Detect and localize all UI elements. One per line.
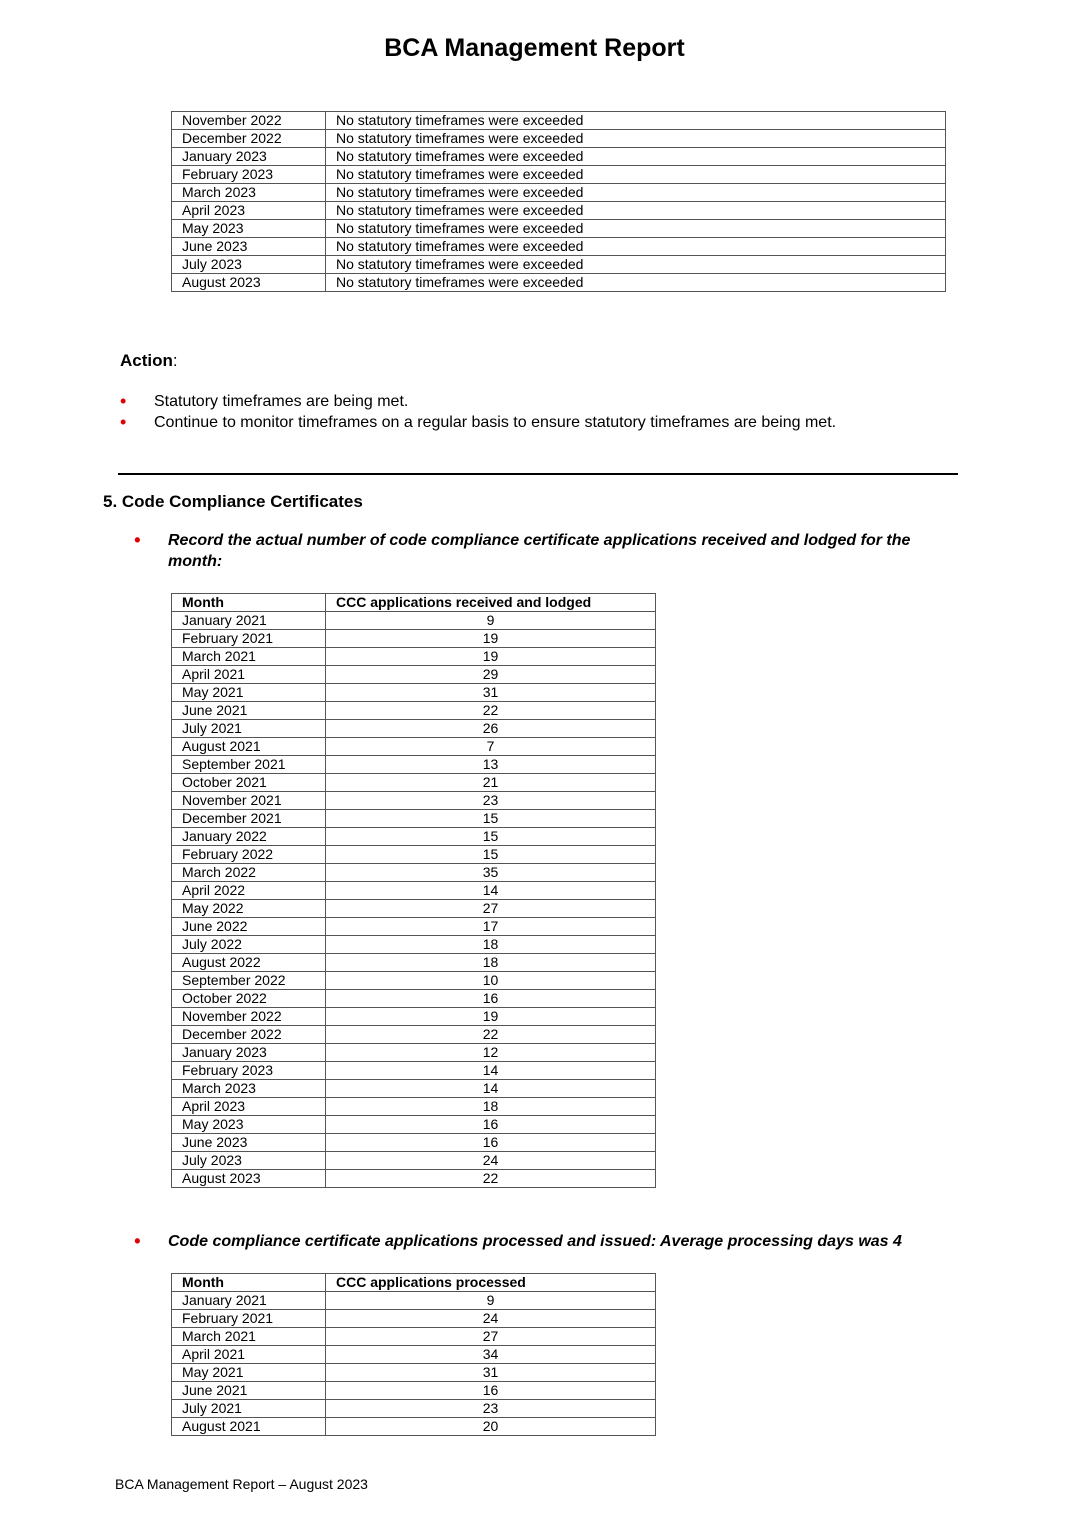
action-heading bbox=[120, 351, 178, 371]
table-row bbox=[172, 990, 656, 1008]
ccc-received-instruction: • Record the actual number of code compliance certificate applications received and lodged for the month: bbox=[134, 530, 954, 572]
table-row bbox=[172, 810, 656, 828]
table-row bbox=[172, 720, 656, 738]
month-cell: June 2021 bbox=[172, 1382, 326, 1400]
timeframes-table bbox=[171, 111, 946, 292]
month-cell: February 2023 bbox=[172, 166, 326, 184]
status-cell: No statutory timeframes were exceeded bbox=[326, 184, 946, 202]
month-cell: February 2021 bbox=[172, 1310, 326, 1328]
month-cell: June 2023 bbox=[172, 1134, 326, 1152]
table-row bbox=[172, 1134, 656, 1152]
table-row bbox=[172, 936, 656, 954]
count-cell: 16 bbox=[326, 1134, 656, 1152]
table-row bbox=[172, 1310, 656, 1328]
column-header-month: Month bbox=[172, 594, 326, 612]
table-row bbox=[172, 1400, 656, 1418]
month-cell: March 2022 bbox=[172, 864, 326, 882]
month-cell: May 2021 bbox=[172, 1364, 326, 1382]
table-row bbox=[172, 1044, 656, 1062]
month-cell: August 2022 bbox=[172, 954, 326, 972]
month-cell: July 2022 bbox=[172, 936, 326, 954]
count-cell: 27 bbox=[326, 1328, 656, 1346]
table-row bbox=[172, 1008, 656, 1026]
table-row bbox=[172, 166, 946, 184]
table-row bbox=[172, 130, 946, 148]
count-cell: 23 bbox=[326, 792, 656, 810]
ccc-processed-instruction: • Code compliance certificate applications processed and issued: Average processing days was 4 bbox=[134, 1231, 974, 1252]
month-cell: November 2022 bbox=[172, 112, 326, 130]
count-cell: 15 bbox=[326, 828, 656, 846]
count-cell: 16 bbox=[326, 990, 656, 1008]
count-cell: 31 bbox=[326, 1364, 656, 1382]
page-footer: BCA Management Report – August 2023 bbox=[115, 1476, 368, 1492]
count-cell: 15 bbox=[326, 810, 656, 828]
table-row bbox=[172, 918, 656, 936]
count-cell: 35 bbox=[326, 864, 656, 882]
count-cell: 20 bbox=[326, 1418, 656, 1436]
table-row bbox=[172, 864, 656, 882]
month-cell: January 2021 bbox=[172, 1292, 326, 1310]
table-row bbox=[172, 828, 656, 846]
count-cell: 26 bbox=[326, 720, 656, 738]
month-cell: March 2023 bbox=[172, 184, 326, 202]
table-row bbox=[172, 756, 656, 774]
table-row bbox=[172, 774, 656, 792]
ccc-processed-bullet bbox=[134, 1231, 974, 1252]
count-cell: 23 bbox=[326, 1400, 656, 1418]
column-header-ccc-received: CCC applications received and lodged bbox=[326, 594, 656, 612]
table-row bbox=[172, 1152, 656, 1170]
count-cell: 14 bbox=[326, 1080, 656, 1098]
month-cell: December 2022 bbox=[172, 130, 326, 148]
month-cell: December 2021 bbox=[172, 810, 326, 828]
month-cell: August 2021 bbox=[172, 738, 326, 756]
table-row bbox=[172, 1026, 656, 1044]
page-title: BCA Management Report bbox=[384, 34, 685, 62]
table-row bbox=[172, 792, 656, 810]
table-row bbox=[172, 202, 946, 220]
count-cell: 24 bbox=[326, 1152, 656, 1170]
section-heading: 5. Code Compliance Certificates bbox=[103, 492, 363, 511]
month-cell: August 2023 bbox=[172, 274, 326, 292]
status-cell: No statutory timeframes were exceeded bbox=[326, 130, 946, 148]
month-cell: April 2021 bbox=[172, 1346, 326, 1364]
table-row bbox=[172, 220, 946, 238]
month-cell: January 2021 bbox=[172, 612, 326, 630]
table-row bbox=[172, 648, 656, 666]
count-cell: 21 bbox=[326, 774, 656, 792]
table-row bbox=[172, 112, 946, 130]
table-row bbox=[172, 1292, 656, 1310]
count-cell: 9 bbox=[326, 1292, 656, 1310]
action-label: Action bbox=[120, 351, 173, 370]
count-cell: 9 bbox=[326, 612, 656, 630]
month-cell: November 2022 bbox=[172, 1008, 326, 1026]
count-cell: 16 bbox=[326, 1116, 656, 1134]
count-cell: 10 bbox=[326, 972, 656, 990]
month-cell: January 2023 bbox=[172, 148, 326, 166]
month-cell: August 2023 bbox=[172, 1170, 326, 1188]
action-bullet: • Continue to monitor timeframes on a regular basis to ensure statutory timeframes are being met. bbox=[120, 412, 836, 433]
count-cell: 18 bbox=[326, 936, 656, 954]
table-row bbox=[172, 1328, 656, 1346]
column-header-ccc-processed: CCC applications processed bbox=[326, 1274, 656, 1292]
table-header-row bbox=[172, 594, 656, 612]
table-row bbox=[172, 630, 656, 648]
table-row bbox=[172, 1062, 656, 1080]
table-row bbox=[172, 612, 656, 630]
ccc-processed-table bbox=[171, 1273, 656, 1436]
status-cell: No statutory timeframes were exceeded bbox=[326, 148, 946, 166]
month-cell: April 2022 bbox=[172, 882, 326, 900]
month-cell: May 2023 bbox=[172, 1116, 326, 1134]
table-row bbox=[172, 1080, 656, 1098]
count-cell: 22 bbox=[326, 702, 656, 720]
count-cell: 34 bbox=[326, 1346, 656, 1364]
month-cell: December 2022 bbox=[172, 1026, 326, 1044]
month-cell: February 2021 bbox=[172, 630, 326, 648]
status-cell: No statutory timeframes were exceeded bbox=[326, 112, 946, 130]
table-row bbox=[172, 1170, 656, 1188]
count-cell: 29 bbox=[326, 666, 656, 684]
month-cell: April 2021 bbox=[172, 666, 326, 684]
month-cell: May 2021 bbox=[172, 684, 326, 702]
month-cell: May 2022 bbox=[172, 900, 326, 918]
count-cell: 27 bbox=[326, 900, 656, 918]
status-cell: No statutory timeframes were exceeded bbox=[326, 202, 946, 220]
table-header-row bbox=[172, 1274, 656, 1292]
month-cell: September 2022 bbox=[172, 972, 326, 990]
count-cell: 12 bbox=[326, 1044, 656, 1062]
month-cell: June 2022 bbox=[172, 918, 326, 936]
table-row bbox=[172, 1116, 656, 1134]
table-row bbox=[172, 1098, 656, 1116]
month-cell: March 2023 bbox=[172, 1080, 326, 1098]
table-row bbox=[172, 1346, 656, 1364]
table-row bbox=[172, 954, 656, 972]
table-row bbox=[172, 846, 656, 864]
count-cell: 18 bbox=[326, 1098, 656, 1116]
month-cell: January 2023 bbox=[172, 1044, 326, 1062]
action-bullet-list bbox=[120, 391, 836, 433]
count-cell: 19 bbox=[326, 648, 656, 666]
month-cell: August 2021 bbox=[172, 1418, 326, 1436]
month-cell: March 2021 bbox=[172, 648, 326, 666]
count-cell: 18 bbox=[326, 954, 656, 972]
month-cell: July 2023 bbox=[172, 1152, 326, 1170]
action-colon: : bbox=[172, 351, 178, 370]
table-row bbox=[172, 184, 946, 202]
month-cell: April 2023 bbox=[172, 202, 326, 220]
status-cell: No statutory timeframes were exceeded bbox=[326, 256, 946, 274]
count-cell: 22 bbox=[326, 1026, 656, 1044]
table-row bbox=[172, 148, 946, 166]
table-row bbox=[172, 274, 946, 292]
table-row bbox=[172, 882, 656, 900]
status-cell: No statutory timeframes were exceeded bbox=[326, 220, 946, 238]
status-cell: No statutory timeframes were exceeded bbox=[326, 166, 946, 184]
count-cell: 16 bbox=[326, 1382, 656, 1400]
table-row bbox=[172, 738, 656, 756]
month-cell: June 2021 bbox=[172, 702, 326, 720]
count-cell: 14 bbox=[326, 1062, 656, 1080]
month-cell: October 2021 bbox=[172, 774, 326, 792]
table-row bbox=[172, 702, 656, 720]
month-cell: June 2023 bbox=[172, 238, 326, 256]
month-cell: July 2023 bbox=[172, 256, 326, 274]
month-cell: September 2021 bbox=[172, 756, 326, 774]
table-row bbox=[172, 1364, 656, 1382]
month-cell: July 2021 bbox=[172, 1400, 326, 1418]
count-cell: 15 bbox=[326, 846, 656, 864]
month-cell: July 2021 bbox=[172, 720, 326, 738]
status-cell: No statutory timeframes were exceeded bbox=[326, 238, 946, 256]
ccc-received-table bbox=[171, 593, 656, 1188]
count-cell: 19 bbox=[326, 630, 656, 648]
count-cell: 13 bbox=[326, 756, 656, 774]
table-row bbox=[172, 1382, 656, 1400]
table-row bbox=[172, 666, 656, 684]
count-cell: 19 bbox=[326, 1008, 656, 1026]
month-cell: February 2022 bbox=[172, 846, 326, 864]
table-row bbox=[172, 256, 946, 274]
count-cell: 17 bbox=[326, 918, 656, 936]
count-cell: 24 bbox=[326, 1310, 656, 1328]
table-row bbox=[172, 238, 946, 256]
count-cell: 22 bbox=[326, 1170, 656, 1188]
table-row bbox=[172, 972, 656, 990]
month-cell: April 2023 bbox=[172, 1098, 326, 1116]
status-cell: No statutory timeframes were exceeded bbox=[326, 274, 946, 292]
column-header-month: Month bbox=[172, 1274, 326, 1292]
month-cell: October 2022 bbox=[172, 990, 326, 1008]
month-cell: January 2022 bbox=[172, 828, 326, 846]
table-row bbox=[172, 900, 656, 918]
month-cell: March 2021 bbox=[172, 1328, 326, 1346]
table-row bbox=[172, 684, 656, 702]
count-cell: 31 bbox=[326, 684, 656, 702]
month-cell: May 2023 bbox=[172, 220, 326, 238]
action-bullet: • Statutory timeframes are being met. bbox=[120, 391, 836, 412]
count-cell: 7 bbox=[326, 738, 656, 756]
month-cell: November 2021 bbox=[172, 792, 326, 810]
month-cell: February 2023 bbox=[172, 1062, 326, 1080]
section-divider bbox=[118, 473, 958, 475]
count-cell: 14 bbox=[326, 882, 656, 900]
table-row bbox=[172, 1418, 656, 1436]
ccc-received-bullet bbox=[134, 530, 954, 572]
